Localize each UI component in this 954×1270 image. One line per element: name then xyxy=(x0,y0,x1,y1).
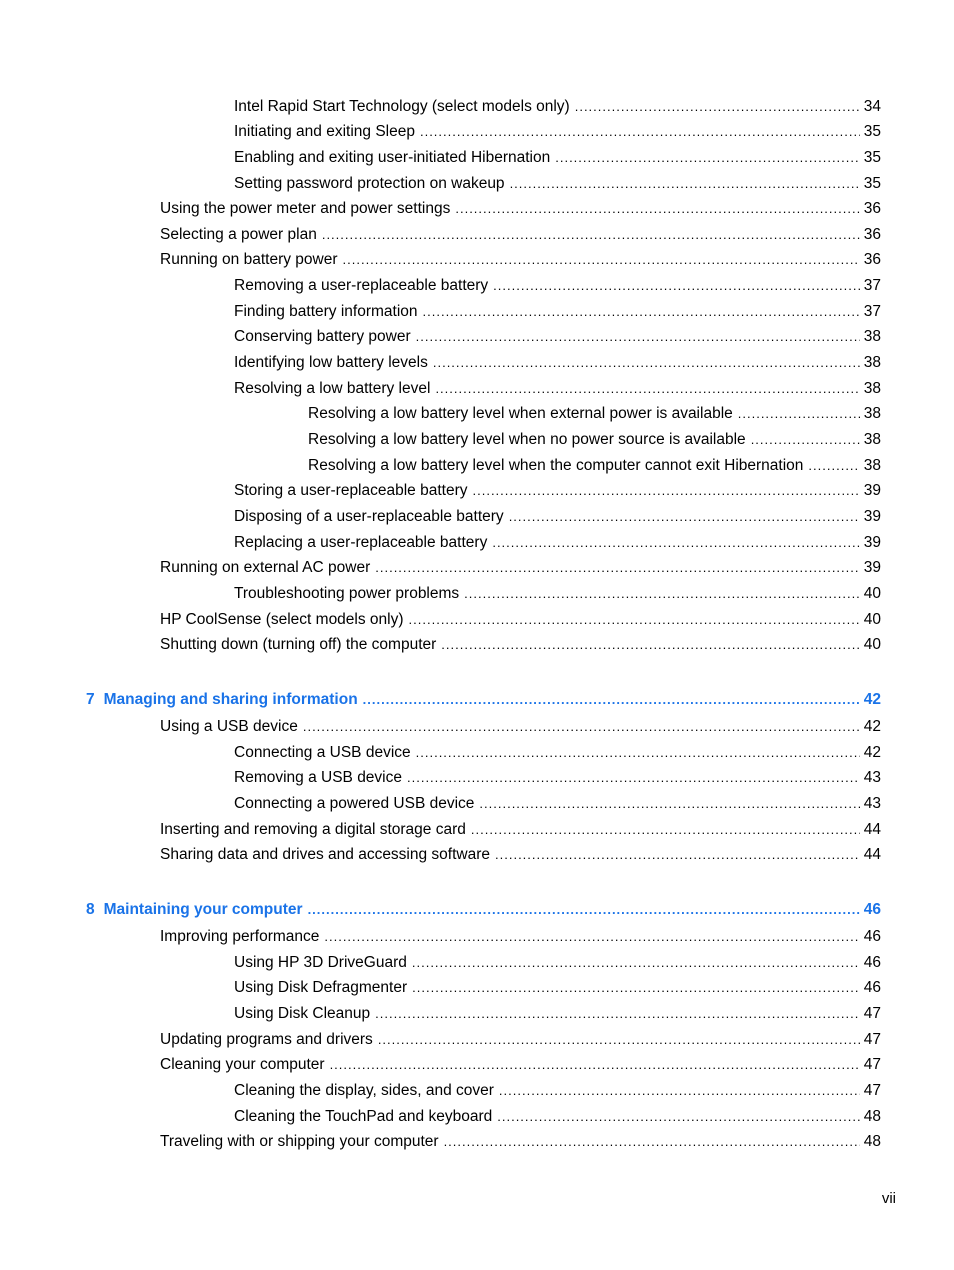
toc-entry-title[interactable]: Disposing of a user-replaceable battery xyxy=(234,508,504,525)
toc-entry[interactable] xyxy=(160,250,881,270)
toc-page-number[interactable]: 43 xyxy=(863,769,881,786)
dot-leader xyxy=(416,743,860,763)
toc-entry[interactable] xyxy=(160,1030,881,1050)
toc-entry[interactable] xyxy=(234,584,881,604)
dot-leader xyxy=(363,690,860,710)
toc-entry-title[interactable]: Traveling with or shipping your computer xyxy=(160,1133,439,1150)
dot-leader xyxy=(509,507,860,527)
dot-leader xyxy=(420,122,860,142)
toc-entry[interactable] xyxy=(234,481,881,501)
toc-entry-title[interactable]: Conserving battery power xyxy=(234,328,411,345)
toc-page-number[interactable]: 42 xyxy=(863,718,881,735)
toc-entry-title[interactable]: Using Disk Cleanup xyxy=(234,1005,371,1022)
toc-entry-title[interactable]: Sharing data and drives and accessing software xyxy=(160,846,491,863)
toc-entry-title[interactable]: HP CoolSense (select models only) xyxy=(160,611,404,628)
toc-entry[interactable] xyxy=(160,927,881,947)
toc-page-number[interactable]: 46 xyxy=(863,928,881,945)
toc-entry[interactable] xyxy=(160,845,881,865)
toc-page-number[interactable]: 46 xyxy=(863,954,881,971)
dot-leader xyxy=(555,148,860,168)
toc-entry-title[interactable]: Connecting a powered USB device xyxy=(234,795,475,812)
toc-entry[interactable] xyxy=(234,768,881,788)
toc-entry[interactable] xyxy=(308,404,881,424)
dot-leader xyxy=(808,456,859,476)
toc-entry-title[interactable]: Using Disk Defragmenter xyxy=(234,979,408,996)
toc-entry[interactable] xyxy=(234,353,881,373)
toc-entry-title[interactable]: Intel Rapid Start Technology (select models only) xyxy=(234,98,570,115)
toc-page-number[interactable]: 38 xyxy=(863,328,881,345)
toc-page-number[interactable]: 36 xyxy=(863,200,881,217)
toc-entry[interactable] xyxy=(160,1132,881,1152)
dot-leader xyxy=(751,430,860,450)
toc-entry[interactable] xyxy=(234,1107,881,1127)
toc-entry[interactable] xyxy=(308,430,881,450)
toc-chapter-entry[interactable] xyxy=(86,900,881,920)
toc-entry[interactable] xyxy=(234,276,881,296)
toc-page-number[interactable]: 38 xyxy=(863,405,881,422)
toc-entry-title[interactable]: Improving performance xyxy=(160,928,320,945)
dot-leader xyxy=(473,481,860,501)
dot-leader xyxy=(435,379,859,399)
toc-entry[interactable] xyxy=(160,635,881,655)
toc-page-number[interactable]: 39 xyxy=(863,508,881,525)
toc-entry-title[interactable]: Running on battery power xyxy=(160,251,338,268)
dot-leader xyxy=(471,820,860,840)
toc-entry-title[interactable]: Troubleshooting power problems xyxy=(234,585,460,602)
dot-leader xyxy=(455,199,859,219)
toc-page-number[interactable]: 42 xyxy=(863,691,881,708)
toc-page-number[interactable]: 44 xyxy=(863,821,881,838)
dot-leader xyxy=(375,1004,860,1024)
dot-leader xyxy=(444,1132,860,1152)
chapter-number: 8 xyxy=(86,901,95,918)
toc-page-number[interactable]: 38 xyxy=(863,380,881,397)
dot-leader xyxy=(575,97,860,117)
toc-entry-title[interactable]: Cleaning the display, sides, and cover xyxy=(234,1082,494,1099)
toc-entry[interactable] xyxy=(234,174,881,194)
toc-entry[interactable] xyxy=(160,558,881,578)
toc-page-number[interactable]: 38 xyxy=(863,431,881,448)
dot-leader xyxy=(324,927,859,947)
toc-page-number[interactable]: 39 xyxy=(863,534,881,551)
dot-leader xyxy=(492,533,859,553)
toc-page-number[interactable]: 35 xyxy=(863,149,881,166)
dot-leader xyxy=(423,302,860,322)
toc-page-number[interactable]: 40 xyxy=(863,611,881,628)
dot-leader xyxy=(303,717,860,737)
chapter-title[interactable]: Managing and sharing information xyxy=(103,691,358,708)
toc-entry-title[interactable]: Resolving a low battery level when the computer cannot exit Hibernation xyxy=(308,457,804,474)
toc-page-number[interactable]: 34 xyxy=(863,98,881,115)
dot-leader xyxy=(378,1030,860,1050)
toc-entry[interactable] xyxy=(234,148,881,168)
toc-entry[interactable] xyxy=(160,610,881,630)
toc-entry[interactable] xyxy=(160,225,881,245)
dot-leader xyxy=(479,794,859,814)
toc-entry-title[interactable]: Finding battery information xyxy=(234,303,418,320)
dot-leader xyxy=(412,953,860,973)
toc-entry-title[interactable]: Using HP 3D DriveGuard xyxy=(234,954,407,971)
toc-page-number[interactable]: 37 xyxy=(863,277,881,294)
toc-page-number[interactable]: 35 xyxy=(863,175,881,192)
toc-entry-title[interactable]: Using a USB device xyxy=(160,718,298,735)
toc-entry[interactable] xyxy=(234,533,881,553)
toc-page-number[interactable]: 39 xyxy=(863,559,881,576)
dot-leader xyxy=(330,1055,860,1075)
toc-entry-title[interactable]: Running on external AC power xyxy=(160,559,371,576)
toc-page-number[interactable]: 46 xyxy=(863,979,881,996)
toc-entry-title[interactable] xyxy=(86,900,303,920)
toc-chapter-entry[interactable] xyxy=(86,690,881,710)
toc-entry[interactable] xyxy=(234,953,881,973)
toc-entry[interactable] xyxy=(308,456,881,476)
toc-entry[interactable] xyxy=(234,743,881,763)
toc-page-number[interactable]: 36 xyxy=(863,226,881,243)
dot-leader xyxy=(495,845,860,865)
dot-leader xyxy=(493,276,860,296)
dot-leader xyxy=(409,610,860,630)
toc-page-number[interactable]: 47 xyxy=(863,1056,881,1073)
toc-page-number[interactable]: 36 xyxy=(863,251,881,268)
dot-leader xyxy=(412,978,860,998)
toc-page-number[interactable]: 35 xyxy=(863,123,881,140)
toc-page-number[interactable]: 40 xyxy=(863,585,881,602)
dot-leader xyxy=(343,250,860,270)
toc-page-number[interactable]: 38 xyxy=(863,354,881,371)
dot-leader xyxy=(322,225,860,245)
dot-leader xyxy=(441,635,859,655)
chapter-title[interactable]: Maintaining your computer xyxy=(103,901,303,918)
toc-page-number[interactable]: 43 xyxy=(863,795,881,812)
toc-entry-title[interactable] xyxy=(86,690,358,710)
toc-entry[interactable] xyxy=(160,820,881,840)
toc-entry[interactable] xyxy=(160,1055,881,1075)
toc-entry-title[interactable]: Using the power meter and power settings xyxy=(160,200,451,217)
toc-entry[interactable] xyxy=(234,1081,881,1101)
toc-entry-title[interactable]: Cleaning your computer xyxy=(160,1056,325,1073)
toc-entry-title[interactable]: Removing a USB device xyxy=(234,769,402,786)
toc-entry-title[interactable]: Storing a user-replaceable battery xyxy=(234,482,468,499)
toc-entry-title[interactable]: Replacing a user-replaceable battery xyxy=(234,534,488,551)
toc-entry-title[interactable]: Setting password protection on wakeup xyxy=(234,175,505,192)
toc-entry[interactable] xyxy=(160,717,881,737)
toc-entry[interactable] xyxy=(234,327,881,347)
dot-leader xyxy=(433,353,860,373)
dot-leader xyxy=(738,404,860,424)
toc-entry-title[interactable]: Selecting a power plan xyxy=(160,226,317,243)
toc-page-number[interactable]: 37 xyxy=(863,303,881,320)
toc-page-number[interactable]: 47 xyxy=(863,1005,881,1022)
toc-page-number[interactable]: 39 xyxy=(863,482,881,499)
toc-entry-title[interactable]: Enabling and exiting user-initiated Hibernation xyxy=(234,149,551,166)
toc-entry-title[interactable]: Shutting down (turning off) the computer xyxy=(160,636,437,653)
toc-entry-title[interactable]: Cleaning the TouchPad and keyboard xyxy=(234,1108,493,1125)
toc-page-number[interactable]: 38 xyxy=(863,457,881,474)
toc-entry[interactable] xyxy=(234,379,881,399)
toc-entry[interactable] xyxy=(234,302,881,322)
toc-page-number[interactable]: 44 xyxy=(863,846,881,863)
dot-leader xyxy=(510,174,860,194)
toc-page-number[interactable]: 48 xyxy=(863,1133,881,1150)
toc-entry[interactable] xyxy=(234,978,881,998)
toc-entry-title[interactable]: Resolving a low battery level xyxy=(234,380,431,397)
toc-entry[interactable] xyxy=(234,122,881,142)
toc-entry[interactable] xyxy=(234,507,881,527)
toc-page-number[interactable]: 47 xyxy=(863,1031,881,1048)
toc-entry-title[interactable]: Removing a user-replaceable battery xyxy=(234,277,489,294)
dot-leader xyxy=(407,768,860,788)
dot-leader xyxy=(464,584,860,604)
toc-entry-title[interactable]: Inserting and removing a digital storage card xyxy=(160,821,466,838)
dot-leader xyxy=(375,558,860,578)
toc-entry[interactable] xyxy=(160,199,881,219)
dot-leader xyxy=(416,327,860,347)
toc-page-number[interactable]: 40 xyxy=(863,636,881,653)
dot-leader xyxy=(499,1081,860,1101)
toc-page-number[interactable]: 47 xyxy=(863,1082,881,1099)
toc-entry-title[interactable]: Resolving a low battery level when no power source is available xyxy=(308,431,746,448)
toc-entry-title[interactable]: Initiating and exiting Sleep xyxy=(234,123,415,140)
toc-page-number[interactable]: 48 xyxy=(863,1108,881,1125)
toc-entry[interactable] xyxy=(234,97,881,117)
toc-entry-title[interactable]: Identifying low battery levels xyxy=(234,354,428,371)
toc-page-number[interactable]: 42 xyxy=(863,744,881,761)
toc-page-number[interactable]: 46 xyxy=(863,901,881,918)
toc-entry-title[interactable]: Resolving a low battery level when external power is available xyxy=(308,405,733,422)
chapter-number: 7 xyxy=(86,691,95,708)
page-number: vii xyxy=(881,1190,896,1207)
dot-leader xyxy=(497,1107,860,1127)
dot-leader xyxy=(308,900,860,920)
toc-entry-title[interactable]: Connecting a USB device xyxy=(234,744,411,761)
toc-entry[interactable] xyxy=(234,1004,881,1024)
toc-entry-title[interactable]: Updating programs and drivers xyxy=(160,1031,373,1048)
toc-entry[interactable] xyxy=(234,794,881,814)
